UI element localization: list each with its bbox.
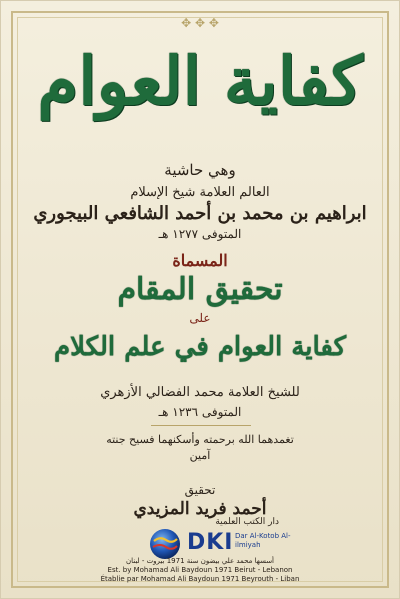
- author-name: ابراهيم بن محمد بن أحمد الشافعي البيجوري: [33, 203, 367, 224]
- prayer-line: تغمدهما الله برحمته وأسكنهما فسيح جنته: [106, 433, 294, 446]
- editor-name: أحمد فريد المزيدي: [133, 499, 267, 519]
- subtitle-line: وهي حاشية: [164, 161, 236, 179]
- author-honorific: العالم العلامة شيخ الإسلام: [130, 185, 270, 200]
- publisher-name-arabic: دار الكتب العلمية: [215, 517, 279, 527]
- frame-ornament-icon: ✥ ✥ ✥: [181, 16, 219, 30]
- author-death-date: المتوفى ١٢٧٧ هـ: [158, 227, 242, 241]
- amen-line: آمين: [189, 449, 211, 462]
- publisher-name-english: Dar Al-Kotob Al-ilmiyah: [235, 532, 291, 549]
- base-author-name: للشيخ العلامة محمد الفضالي الأزهري: [100, 385, 300, 400]
- base-author-death-date: المتوفى ١٢٣٦ هـ: [158, 405, 242, 419]
- divider: [151, 425, 251, 426]
- base-text-title: كفاية العوام في علم الكلام: [54, 332, 346, 362]
- named-label: المسماة: [172, 251, 228, 270]
- publisher-est-arabic: أسسها محمد علي بيضون سنة 1971 بيروت - لبنان: [125, 557, 275, 565]
- publisher-est-english: Est. by Mohamad Ali Baydoun 1971 Beirut - Lebanon: [107, 566, 293, 574]
- editor-label: تحقيق: [184, 483, 216, 497]
- publisher-logo-text: DKI: [187, 530, 234, 555]
- commentary-title: تحقيق المقام: [117, 272, 283, 307]
- book-title: كفاية العوام: [37, 42, 363, 120]
- publisher-globe-logo-icon: [148, 527, 182, 561]
- connector-word: على: [189, 311, 211, 325]
- publisher-est-french: Établie par Mohamad Ali Baydoun 1971 Beyrouth - Liban: [100, 575, 300, 583]
